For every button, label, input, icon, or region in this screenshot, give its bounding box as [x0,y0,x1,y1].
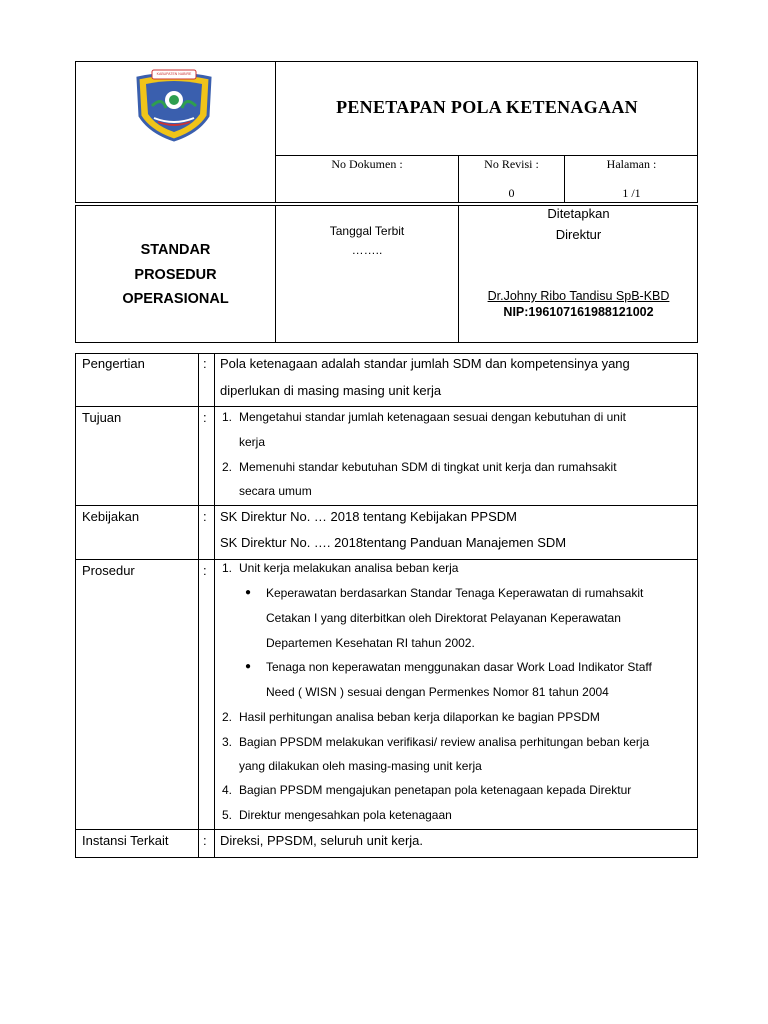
prosedur-step-5: Direktur mengesahkan pola ketenagaan [239,808,452,822]
prosedur-step-3-num: 3. [222,735,233,749]
prosedur-colon: : [203,563,207,578]
no-dokumen-label: No Dokumen : [331,157,403,171]
bullet-icon: ● [245,587,252,598]
pengertian-label: Pengertian [82,356,145,371]
halaman-label: Halaman : [606,157,657,171]
pengertian-colon: : [203,356,207,371]
pengertian-line-1: Pola ketenagaan adalah standar jumlah SDM dan kompetensinya yang [220,356,630,371]
kebijakan-label: Kebijakan [82,509,140,524]
kebijakan-line-1: SK Direktur No. … 2018 tentang Kebijakan PPSDM [220,509,517,524]
no-revisi-value: 0 [508,186,515,200]
tujuan-label: Tujuan [82,410,122,425]
signatory-name: Dr.Johny Ribo Tandisu SpB-KBD [487,289,670,303]
logo-text: KABUPATEN NABIRE [156,72,192,76]
header-row-divider [275,155,698,156]
kebijakan-colon: : [203,509,207,524]
prosedur-step-4-num: 4. [222,783,233,797]
prosedur-step-1-num: 1. [222,561,233,575]
kebijakan-line-2: SK Direktur No. …. 2018tentang Panduan Manajemen SDM [220,535,567,550]
tujuan-item-2-line-1: Memenuhi standar kebutuhan SDM di tingkat unit kerja dan rumahsakit [239,460,617,474]
prosedur-step-3-line-2: yang dilakukan oleh masing-masing unit kerja [239,759,482,773]
tanggal-terbit-value: …….. [351,243,383,257]
signatory-nip: NIP:196107161988121002 [503,305,654,319]
tujuan-item-2-line-2: secara umum [239,484,312,498]
tanggal-terbit-label: Tanggal Terbit [329,224,405,238]
prosedur-step-2-num: 2. [222,710,233,724]
no-revisi-label: No Revisi : [484,157,539,171]
instansi-label: Instansi Terkait [82,833,169,848]
page-title: PENETAPAN POLA KETENAGAAN [336,97,638,117]
direktur-label: Direktur [555,227,602,242]
prosedur-step-3-line-1: Bagian PPSDM melakukan verifikasi/ review analisa perhitungan beban kerja [239,735,650,749]
prosedur-bullet-2-line-2: Need ( WISN ) sesuai dengan Permenkes Nomor 81 tahun 2004 [266,685,609,699]
prosedur-step-5-num: 5. [222,808,233,822]
prosedur-label: Prosedur [82,563,135,578]
bullet-icon: ● [245,661,252,672]
prosedur-bullet-2-line-1: Tenaga non keperawatan menggunakan dasar Work Load Indikator Staff [266,660,652,674]
prosedur-bullet-1-line-1: Keperawatan berdasarkan Standar Tenaga Keperawatan di rumahsakit [266,586,644,600]
pengertian-line-2: diperlukan di masing masing unit kerja [220,383,442,398]
tujuan-item-2-num: 2. [222,460,233,474]
prosedur-step-2: Hasil perhitungan analisa beban kerja dilaporkan ke bagian PPSDM [239,710,600,724]
tujuan-item-1-line-2: kerja [239,435,266,449]
tujuan-colon: : [203,410,207,425]
instansi-colon: : [203,833,207,848]
halaman-value: 1 /1 [622,186,641,200]
tujuan-item-1-num: 1. [222,410,233,424]
tujuan-item-1-line-1: Mengetahui standar jumlah ketenagaan sesuai dengan kebutuhan di unit [239,410,626,424]
prosedur-step-1: Unit kerja melakukan analisa beban kerja [239,561,459,575]
instansi-value: Direksi, PPSDM, seluruh unit kerja. [220,833,424,848]
prosedur-bullet-1-line-3: Departemen Kesehatan RI tahun 2002. [266,636,475,650]
prosedur-bullet-1-line-2: Cetakan I yang diterbitkan oleh Direktorat Pelayanan Keperawatan [266,611,621,625]
prosedur-step-4: Bagian PPSDM mengajukan penetapan pola ketenagaan kepada Direktur [239,783,632,797]
logo [128,68,220,142]
header-divider [275,61,276,203]
sop-title: STANDAR PROSEDUR OPERASIONAL [122,242,229,307]
ditetapkan-label: Ditetapkan [547,206,610,221]
